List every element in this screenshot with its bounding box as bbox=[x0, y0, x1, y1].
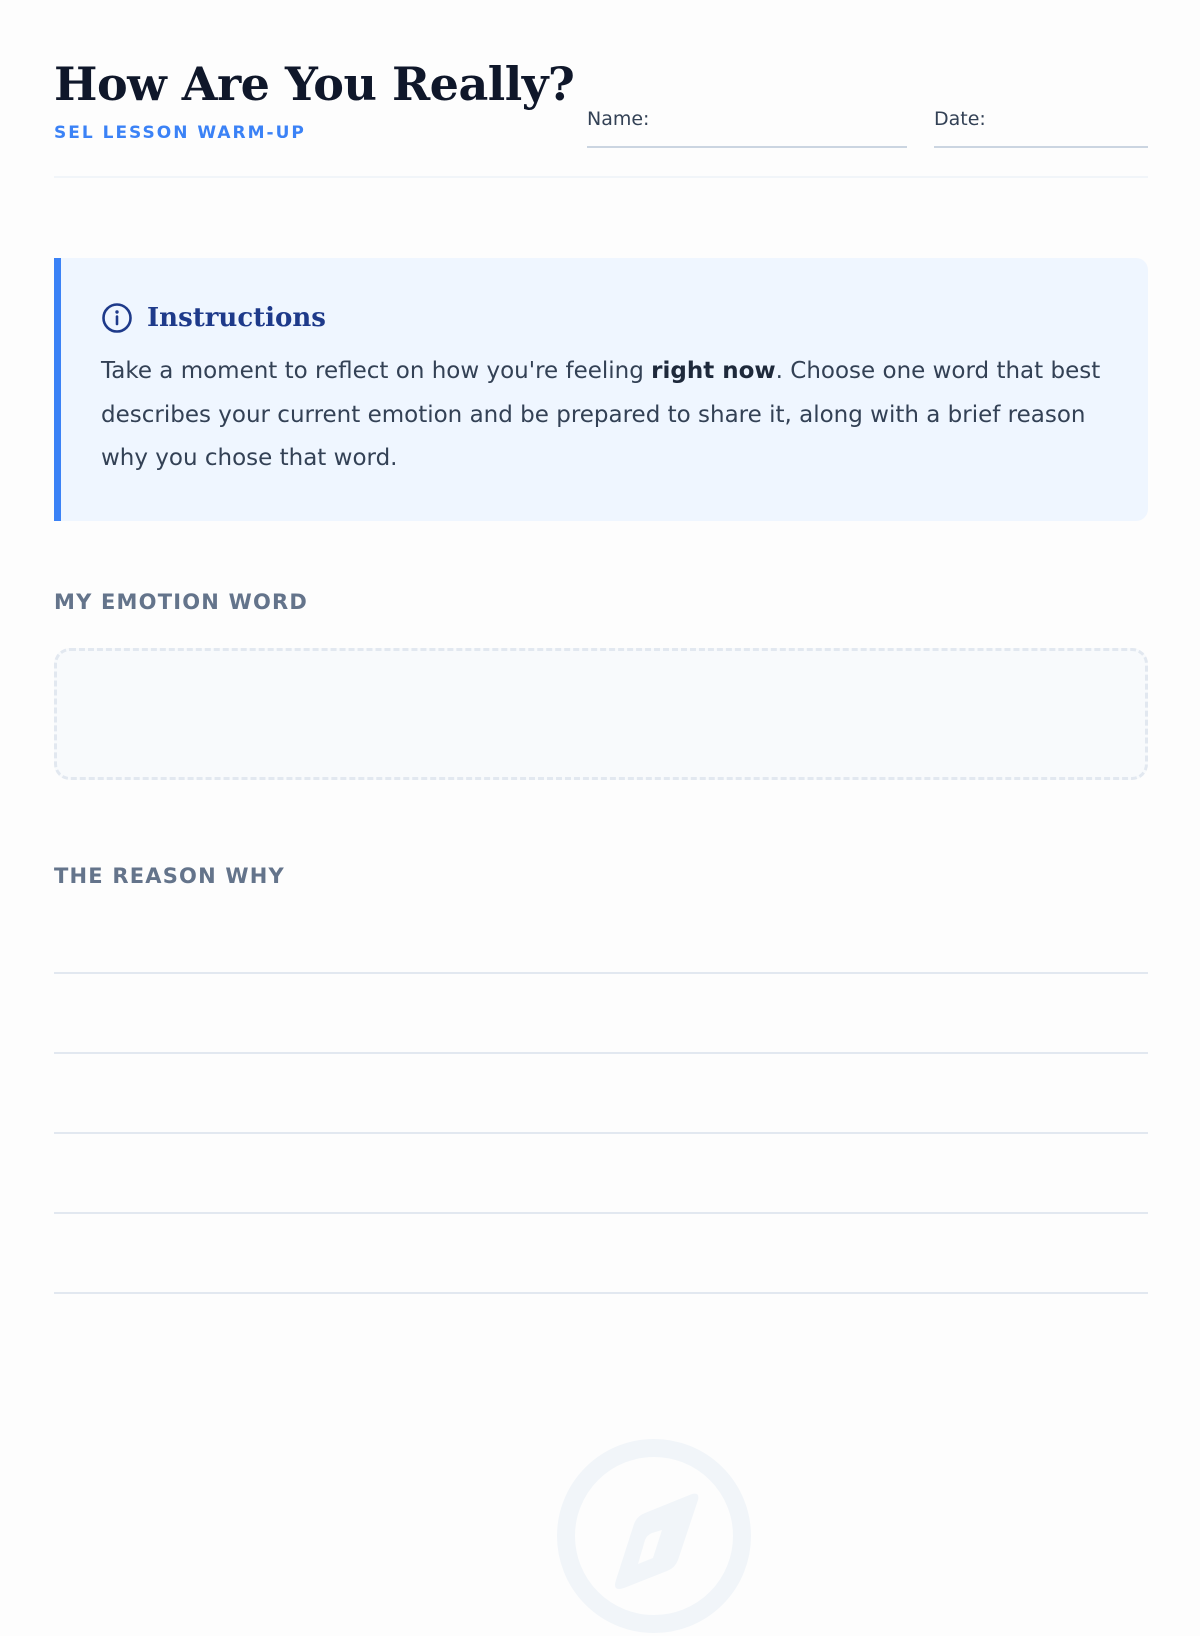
worksheet-header bbox=[54, 54, 1148, 178]
page-title: How Are You Really? bbox=[54, 57, 575, 111]
instructions-text-start: Take a moment to reflect on how you're feeling bbox=[101, 358, 652, 384]
info-icon bbox=[101, 302, 133, 334]
worksheet-page bbox=[54, 0, 1148, 1600]
instructions-title: Instructions bbox=[147, 303, 326, 333]
reason-writing-line[interactable] bbox=[54, 1132, 1148, 1134]
page-subtitle: SEL LESSON WARM-UP bbox=[54, 123, 306, 143]
instructions-text bbox=[101, 350, 1101, 481]
instructions-text-end: . Choose one word that best describes your current emotion and be prepared to share it, along with a brief reason why you chose that word. bbox=[101, 358, 1101, 471]
compass-icon bbox=[554, 1436, 754, 1636]
name-label: Name: bbox=[587, 108, 650, 130]
instructions-panel bbox=[54, 258, 1148, 521]
date-input[interactable] bbox=[998, 106, 1148, 146]
date-label: Date: bbox=[934, 108, 986, 130]
instructions-text-emphasis: right now bbox=[651, 358, 776, 384]
name-field bbox=[587, 106, 907, 148]
reason-writing-line[interactable] bbox=[54, 1292, 1148, 1294]
reason-writing-line[interactable] bbox=[54, 1212, 1148, 1214]
reason-why-label: THE REASON WHY bbox=[54, 864, 285, 888]
reason-writing-line[interactable] bbox=[54, 1052, 1148, 1054]
emotion-word-label: MY EMOTION WORD bbox=[54, 590, 309, 614]
name-input[interactable] bbox=[661, 106, 907, 146]
emotion-word-input[interactable] bbox=[77, 671, 1125, 757]
reason-writing-line[interactable] bbox=[54, 972, 1148, 974]
emotion-word-box[interactable] bbox=[54, 648, 1148, 780]
date-field bbox=[934, 106, 1148, 148]
